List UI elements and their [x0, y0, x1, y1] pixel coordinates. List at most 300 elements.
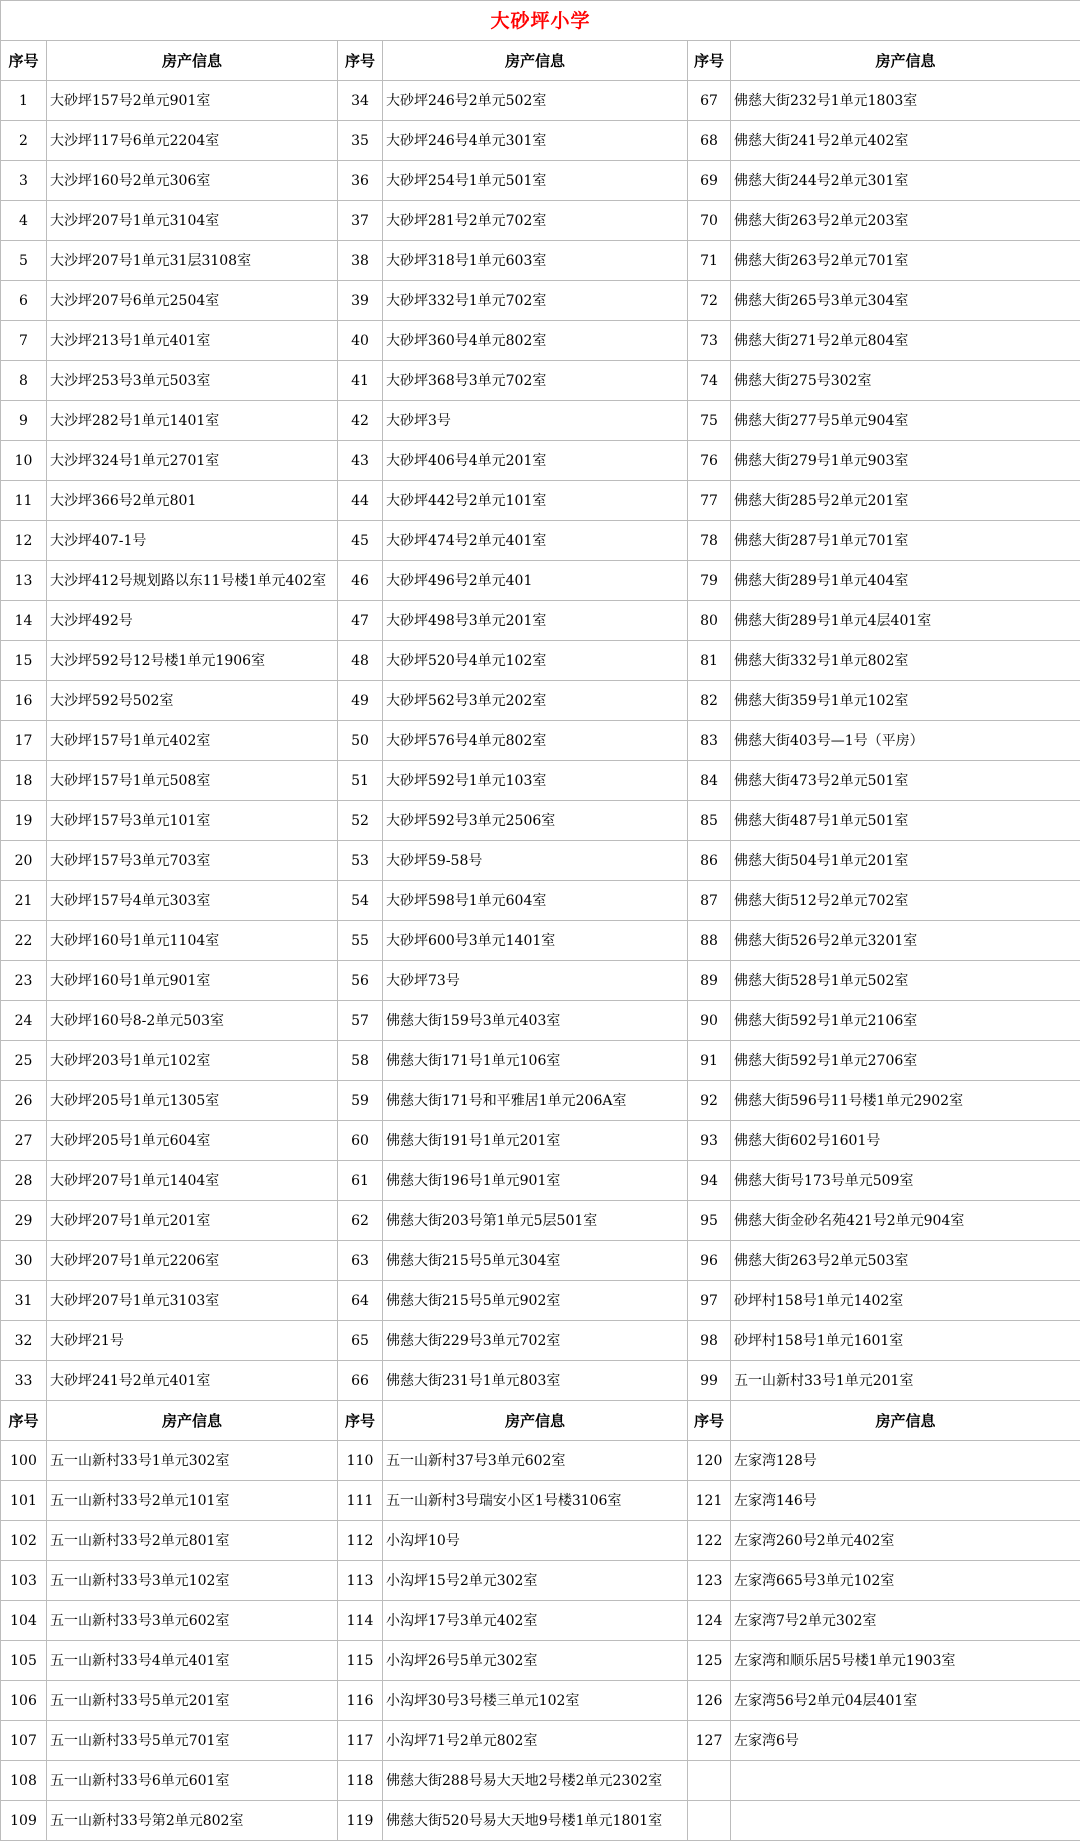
header-seq: 序号: [1, 41, 47, 81]
table-row: [1, 1761, 1080, 1801]
table-row: [1, 921, 1080, 961]
seq-number: 1: [1, 81, 47, 121]
property-info: 左家湾665号3单元102室: [731, 1561, 1080, 1601]
header-info: 房产信息: [47, 1401, 338, 1441]
seq-number: 61: [338, 1161, 383, 1201]
seq-number: 2: [1, 121, 47, 161]
seq-number: 10: [1, 441, 47, 481]
property-info: 佛慈大街263号2单元503室: [731, 1241, 1080, 1281]
seq-number: 13: [1, 561, 47, 601]
seq-number: 78: [688, 521, 731, 561]
seq-number: 12: [1, 521, 47, 561]
table-row: [1, 521, 1080, 561]
property-info: 佛慈大街159号3单元403室: [383, 1001, 688, 1041]
seq-number: 65: [338, 1321, 383, 1361]
seq-number: 74: [688, 361, 731, 401]
property-info: 佛慈大街263号2单元701室: [731, 241, 1080, 281]
property-info: 大砂坪157号3单元703室: [47, 841, 338, 881]
seq-number: 117: [338, 1721, 383, 1761]
property-info: 佛慈大街241号2单元402室: [731, 121, 1080, 161]
property-info: 左家湾146号: [731, 1481, 1080, 1521]
property-info: 大砂坪157号1单元402室: [47, 721, 338, 761]
property-info: 左家湾260号2单元402室: [731, 1521, 1080, 1561]
seq-number: 111: [338, 1481, 383, 1521]
seq-number: 125: [688, 1641, 731, 1681]
seq-number: 60: [338, 1121, 383, 1161]
table-row: [1, 1481, 1080, 1521]
seq-number: 105: [1, 1641, 47, 1681]
seq-number: 46: [338, 561, 383, 601]
seq-number: 127: [688, 1721, 731, 1761]
seq-number: 34: [338, 81, 383, 121]
property-info: 大砂坪576号4单元802室: [383, 721, 688, 761]
property-info: 五一山新村33号5单元201室: [47, 1681, 338, 1721]
property-info: 佛慈大街359号1单元102室: [731, 681, 1080, 721]
property-info: 佛慈大街289号1单元4层401室: [731, 601, 1080, 641]
seq-number: 23: [1, 961, 47, 1001]
property-info: 大砂坪246号2单元502室: [383, 81, 688, 121]
seq-number: [688, 1801, 731, 1841]
seq-number: 80: [688, 601, 731, 641]
seq-number: 115: [338, 1641, 383, 1681]
seq-number: 49: [338, 681, 383, 721]
property-info: 佛慈大街231号1单元803室: [383, 1361, 688, 1401]
table-row: [1, 241, 1080, 281]
property-info: 大砂坪600号3单元1401室: [383, 921, 688, 961]
seq-number: 87: [688, 881, 731, 921]
seq-number: 82: [688, 681, 731, 721]
property-info: 大砂坪160号1单元901室: [47, 961, 338, 1001]
property-info: 大砂坪157号3单元101室: [47, 801, 338, 841]
seq-number: 14: [1, 601, 47, 641]
property-info: 小沟坪30号3号楼三单元102室: [383, 1681, 688, 1721]
property-info: 佛慈大街289号1单元404室: [731, 561, 1080, 601]
seq-number: 100: [1, 1441, 47, 1481]
seq-number: 89: [688, 961, 731, 1001]
property-info: 大砂坪281号2单元702室: [383, 201, 688, 241]
property-info: 大沙坪492号: [47, 601, 338, 641]
seq-number: 88: [688, 921, 731, 961]
seq-number: 43: [338, 441, 383, 481]
seq-number: 119: [338, 1801, 383, 1841]
table-row: [1, 1361, 1080, 1401]
table-row: [1, 1521, 1080, 1561]
property-info: 佛慈大街520号易大天地9号楼1单元1801室: [383, 1801, 688, 1841]
table-row: [1, 1241, 1080, 1281]
table-row: [1, 1201, 1080, 1241]
property-info: 五一山新村33号第2单元802室: [47, 1801, 338, 1841]
property-info: 五一山新村33号3单元602室: [47, 1601, 338, 1641]
table-row: [1, 601, 1080, 641]
property-info: 大砂坪207号1单元2206室: [47, 1241, 338, 1281]
property-info: 大沙坪366号2单元801: [47, 481, 338, 521]
seq-number: 50: [338, 721, 383, 761]
property-info: 大沙坪412号规划路以东11号楼1单元402室: [47, 561, 338, 601]
seq-number: 59: [338, 1081, 383, 1121]
property-info: 佛慈大街288号易大天地2号楼2单元2302室: [383, 1761, 688, 1801]
property-info: 大砂坪520号4单元102室: [383, 641, 688, 681]
seq-number: 27: [1, 1121, 47, 1161]
seq-number: 86: [688, 841, 731, 881]
header-info: 房产信息: [731, 1401, 1080, 1441]
seq-number: 29: [1, 1201, 47, 1241]
table-row: [1, 361, 1080, 401]
header-info: 房产信息: [47, 41, 338, 81]
seq-number: 92: [688, 1081, 731, 1121]
property-info: 佛慈大街403号—1号（平房）: [731, 721, 1080, 761]
table-row: [1, 1601, 1080, 1641]
property-info: 五一山新村33号2单元801室: [47, 1521, 338, 1561]
seq-number: 47: [338, 601, 383, 641]
seq-number: 110: [338, 1441, 383, 1481]
property-info: 佛慈大街279号1单元903室: [731, 441, 1080, 481]
property-info: 大砂坪241号2单元401室: [47, 1361, 338, 1401]
property-info: 大砂坪592号3单元2506室: [383, 801, 688, 841]
property-info: 大砂坪368号3单元702室: [383, 361, 688, 401]
table-row: [1, 81, 1080, 121]
property-info: 大砂坪318号1单元603室: [383, 241, 688, 281]
seq-number: 53: [338, 841, 383, 881]
seq-number: 84: [688, 761, 731, 801]
table-row: [1, 441, 1080, 481]
table-row: [1, 881, 1080, 921]
seq-number: 63: [338, 1241, 383, 1281]
seq-number: 70: [688, 201, 731, 241]
property-info: 佛慈大街232号1单元1803室: [731, 81, 1080, 121]
property-info: 大砂坪332号1单元702室: [383, 281, 688, 321]
seq-number: 67: [688, 81, 731, 121]
property-info: 大砂坪160号8-2单元503室: [47, 1001, 338, 1041]
property-info: 大砂坪474号2单元401室: [383, 521, 688, 561]
property-info: 小沟坪26号5单元302室: [383, 1641, 688, 1681]
seq-number: 36: [338, 161, 383, 201]
property-info: 佛慈大街229号3单元702室: [383, 1321, 688, 1361]
property-info: 佛慈大街275号302室: [731, 361, 1080, 401]
seq-number: 108: [1, 1761, 47, 1801]
property-info: 大砂坪498号3单元201室: [383, 601, 688, 641]
seq-number: 21: [1, 881, 47, 921]
property-info: 小沟坪17号3单元402室: [383, 1601, 688, 1641]
property-info: 佛慈大街504号1单元201室: [731, 841, 1080, 881]
property-info: 佛慈大街171号和平雅居1单元206A室: [383, 1081, 688, 1121]
property-info: 大砂坪246号4单元301室: [383, 121, 688, 161]
seq-number: 54: [338, 881, 383, 921]
table-row: [1, 1561, 1080, 1601]
seq-number: 44: [338, 481, 383, 521]
sheet-title: 大砂坪小学: [1, 1, 1080, 41]
table-row: [1, 481, 1080, 521]
property-info: 大砂坪592号1单元103室: [383, 761, 688, 801]
property-info: 佛慈大街526号2单元3201室: [731, 921, 1080, 961]
property-info: 佛慈大街号173号单元509室: [731, 1161, 1080, 1201]
property-info: 佛慈大街602号1601号: [731, 1121, 1080, 1161]
seq-number: 126: [688, 1681, 731, 1721]
property-info: 砂坪村158号1单元1402室: [731, 1281, 1080, 1321]
property-info: 佛慈大街244号2单元301室: [731, 161, 1080, 201]
table-row: [1, 281, 1080, 321]
table-row: [1, 761, 1080, 801]
property-info: 大砂坪360号4单元802室: [383, 321, 688, 361]
property-info: 大砂坪59-58号: [383, 841, 688, 881]
table-row: [1, 1081, 1080, 1121]
property-info: 小沟坪15号2单元302室: [383, 1561, 688, 1601]
seq-number: 90: [688, 1001, 731, 1041]
table-row: [1, 801, 1080, 841]
seq-number: 8: [1, 361, 47, 401]
seq-number: 22: [1, 921, 47, 961]
property-info: 佛慈大街金砂名苑421号2单元904室: [731, 1201, 1080, 1241]
seq-number: 97: [688, 1281, 731, 1321]
seq-number: 121: [688, 1481, 731, 1521]
seq-number: 24: [1, 1001, 47, 1041]
property-info: 大沙坪407-1号: [47, 521, 338, 561]
property-info: 佛慈大街592号1单元2106室: [731, 1001, 1080, 1041]
property-info: 佛慈大街191号1单元201室: [383, 1121, 688, 1161]
seq-number: 52: [338, 801, 383, 841]
seq-number: 32: [1, 1321, 47, 1361]
seq-number: 5: [1, 241, 47, 281]
property-info: 佛慈大街265号3单元304室: [731, 281, 1080, 321]
property-info: 佛慈大街287号1单元701室: [731, 521, 1080, 561]
property-info: [731, 1761, 1080, 1801]
table-row: [1, 1721, 1080, 1761]
seq-number: 45: [338, 521, 383, 561]
property-info: 佛慈大街528号1单元502室: [731, 961, 1080, 1001]
seq-number: 20: [1, 841, 47, 881]
seq-number: 109: [1, 1801, 47, 1841]
property-info: 大砂坪21号: [47, 1321, 338, 1361]
property-info: 佛慈大街215号5单元304室: [383, 1241, 688, 1281]
property-info: 佛慈大街592号1单元2706室: [731, 1041, 1080, 1081]
seq-number: 101: [1, 1481, 47, 1521]
seq-number: 62: [338, 1201, 383, 1241]
title-row: [1, 1, 1080, 41]
table-row: [1, 561, 1080, 601]
seq-number: 42: [338, 401, 383, 441]
property-info: 五一山新村33号5单元701室: [47, 1721, 338, 1761]
property-info: 大砂坪157号4单元303室: [47, 881, 338, 921]
seq-number: 19: [1, 801, 47, 841]
table-row: [1, 1001, 1080, 1041]
seq-number: 9: [1, 401, 47, 441]
header-row: [1, 1401, 1080, 1441]
property-info: 大沙坪592号12号楼1单元1906室: [47, 641, 338, 681]
seq-number: 116: [338, 1681, 383, 1721]
property-info: 佛慈大街487号1单元501室: [731, 801, 1080, 841]
property-info: 小沟坪10号: [383, 1521, 688, 1561]
seq-number: [688, 1761, 731, 1801]
seq-number: 37: [338, 201, 383, 241]
seq-number: 6: [1, 281, 47, 321]
seq-number: 112: [338, 1521, 383, 1561]
property-info: 五一山新村37号3单元602室: [383, 1441, 688, 1481]
property-info: 佛慈大街196号1单元901室: [383, 1161, 688, 1201]
seq-number: 81: [688, 641, 731, 681]
seq-number: 94: [688, 1161, 731, 1201]
property-info: 佛慈大街473号2单元501室: [731, 761, 1080, 801]
property-info: 五一山新村33号2单元101室: [47, 1481, 338, 1521]
seq-number: 91: [688, 1041, 731, 1081]
seq-number: 66: [338, 1361, 383, 1401]
property-info: 五一山新村3号瑞安小区1号楼3106室: [383, 1481, 688, 1521]
table-body: [1, 1, 1080, 1841]
property-info: 大砂坪157号1单元508室: [47, 761, 338, 801]
seq-number: 76: [688, 441, 731, 481]
header-info: 房产信息: [383, 1401, 688, 1441]
seq-number: 48: [338, 641, 383, 681]
seq-number: 56: [338, 961, 383, 1001]
seq-number: 38: [338, 241, 383, 281]
seq-number: 123: [688, 1561, 731, 1601]
property-info: 大砂坪207号1单元201室: [47, 1201, 338, 1241]
header-seq: 序号: [338, 41, 383, 81]
property-info: 大砂坪406号4单元201室: [383, 441, 688, 481]
property-info: 大砂坪160号1单元1104室: [47, 921, 338, 961]
property-info: 大砂坪3号: [383, 401, 688, 441]
seq-number: 15: [1, 641, 47, 681]
seq-number: 103: [1, 1561, 47, 1601]
property-info: 佛慈大街512号2单元702室: [731, 881, 1080, 921]
table-row: [1, 681, 1080, 721]
seq-number: 95: [688, 1201, 731, 1241]
table-row: [1, 1801, 1080, 1841]
property-info: 大砂坪205号1单元1305室: [47, 1081, 338, 1121]
seq-number: 28: [1, 1161, 47, 1201]
seq-number: 68: [688, 121, 731, 161]
property-info: 小沟坪71号2单元802室: [383, 1721, 688, 1761]
table-row: [1, 841, 1080, 881]
property-info: 大砂坪254号1单元501室: [383, 161, 688, 201]
seq-number: 33: [1, 1361, 47, 1401]
property-info: 大砂坪73号: [383, 961, 688, 1001]
seq-number: 114: [338, 1601, 383, 1641]
seq-number: 51: [338, 761, 383, 801]
seq-number: 69: [688, 161, 731, 201]
property-info: 大砂坪442号2单元101室: [383, 481, 688, 521]
table-row: [1, 721, 1080, 761]
seq-number: 107: [1, 1721, 47, 1761]
property-info: 五一山新村33号4单元401室: [47, 1641, 338, 1681]
property-info: 大砂坪207号1单元1404室: [47, 1161, 338, 1201]
header-info: 房产信息: [731, 41, 1080, 81]
property-info: 大沙坪117号6单元2204室: [47, 121, 338, 161]
seq-number: 96: [688, 1241, 731, 1281]
property-info: 左家湾7号2单元302室: [731, 1601, 1080, 1641]
property-info: 大沙坪282号1单元1401室: [47, 401, 338, 441]
table-row: [1, 1161, 1080, 1201]
property-info: 大沙坪253号3单元503室: [47, 361, 338, 401]
header-seq: 序号: [688, 1401, 731, 1441]
table-row: [1, 1121, 1080, 1161]
seq-number: 104: [1, 1601, 47, 1641]
seq-number: 113: [338, 1561, 383, 1601]
table-row: [1, 1281, 1080, 1321]
table-row: [1, 1321, 1080, 1361]
property-info: 大砂坪496号2单元401: [383, 561, 688, 601]
seq-number: 30: [1, 1241, 47, 1281]
seq-number: 57: [338, 1001, 383, 1041]
property-info: 大沙坪592号502室: [47, 681, 338, 721]
header-seq: 序号: [338, 1401, 383, 1441]
table-row: [1, 1681, 1080, 1721]
seq-number: 55: [338, 921, 383, 961]
property-info: [731, 1801, 1080, 1841]
seq-number: 7: [1, 321, 47, 361]
seq-number: 41: [338, 361, 383, 401]
seq-number: 85: [688, 801, 731, 841]
property-info: 大沙坪324号1单元2701室: [47, 441, 338, 481]
property-info: 大砂坪562号3单元202室: [383, 681, 688, 721]
property-info: 左家湾和顺乐居5号楼1单元1903室: [731, 1641, 1080, 1681]
seq-number: 75: [688, 401, 731, 441]
seq-number: 35: [338, 121, 383, 161]
property-info: 大沙坪213号1单元401室: [47, 321, 338, 361]
seq-number: 26: [1, 1081, 47, 1121]
header-info: 房产信息: [383, 41, 688, 81]
header-row: [1, 41, 1080, 81]
seq-number: 102: [1, 1521, 47, 1561]
header-seq: 序号: [688, 41, 731, 81]
property-info: 佛慈大街596号11号楼1单元2902室: [731, 1081, 1080, 1121]
seq-number: 79: [688, 561, 731, 601]
seq-number: 16: [1, 681, 47, 721]
property-info: 左家湾6号: [731, 1721, 1080, 1761]
seq-number: 83: [688, 721, 731, 761]
property-info: 大沙坪207号1单元3104室: [47, 201, 338, 241]
table-row: [1, 961, 1080, 1001]
property-info: 大沙坪207号1单元31层3108室: [47, 241, 338, 281]
table-row: [1, 1441, 1080, 1481]
property-info: 大沙坪160号2单元306室: [47, 161, 338, 201]
table-row: [1, 201, 1080, 241]
property-info: 佛慈大街285号2单元201室: [731, 481, 1080, 521]
seq-number: 106: [1, 1681, 47, 1721]
table-row: [1, 401, 1080, 441]
property-info: 佛慈大街171号1单元106室: [383, 1041, 688, 1081]
table-row: [1, 161, 1080, 201]
seq-number: 73: [688, 321, 731, 361]
property-info: 佛慈大街277号5单元904室: [731, 401, 1080, 441]
seq-number: 99: [688, 1361, 731, 1401]
seq-number: 71: [688, 241, 731, 281]
table-row: [1, 1641, 1080, 1681]
property-info: 五一山新村33号1单元201室: [731, 1361, 1080, 1401]
property-info: 佛慈大街332号1单元802室: [731, 641, 1080, 681]
property-info: 左家湾56号2单元04层401室: [731, 1681, 1080, 1721]
property-info: 大砂坪598号1单元604室: [383, 881, 688, 921]
seq-number: 58: [338, 1041, 383, 1081]
property-info: 佛慈大街263号2单元203室: [731, 201, 1080, 241]
property-info: 佛慈大街271号2单元804室: [731, 321, 1080, 361]
property-info: 大砂坪207号1单元3103室: [47, 1281, 338, 1321]
seq-number: 93: [688, 1121, 731, 1161]
seq-number: 72: [688, 281, 731, 321]
seq-number: 124: [688, 1601, 731, 1641]
seq-number: 40: [338, 321, 383, 361]
seq-number: 4: [1, 201, 47, 241]
seq-number: 31: [1, 1281, 47, 1321]
property-info: 砂坪村158号1单元1601室: [731, 1321, 1080, 1361]
table-row: [1, 641, 1080, 681]
property-info: 佛慈大街215号5单元902室: [383, 1281, 688, 1321]
seq-number: 39: [338, 281, 383, 321]
seq-number: 3: [1, 161, 47, 201]
property-info: 大砂坪205号1单元604室: [47, 1121, 338, 1161]
property-info: 大砂坪203号1单元102室: [47, 1041, 338, 1081]
property-info: 左家湾128号: [731, 1441, 1080, 1481]
property-info: 大沙坪207号6单元2504室: [47, 281, 338, 321]
seq-number: 77: [688, 481, 731, 521]
